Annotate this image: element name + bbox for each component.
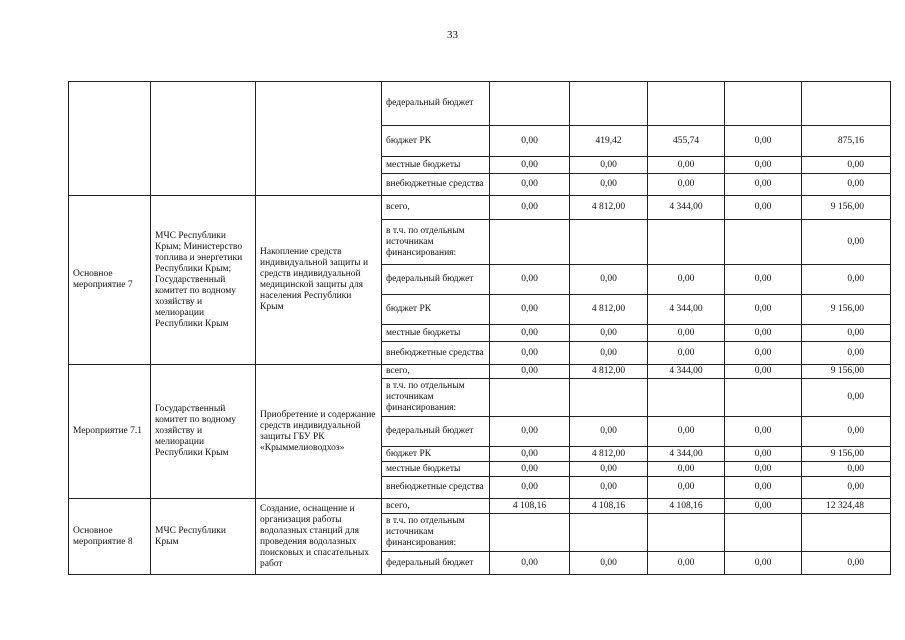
table-row	[69, 499, 891, 514]
value-year-1: 0,00	[490, 477, 570, 499]
value-year-4: 0,00	[725, 126, 802, 157]
value-total: 0,00	[802, 477, 891, 499]
funding-source: в т.ч. по отдельным источникам финансирования:	[382, 379, 490, 417]
table-row	[69, 196, 891, 220]
value-year-4	[725, 514, 802, 552]
value-year-1: 0,00	[490, 157, 570, 174]
funding-source: федеральный бюджет	[382, 552, 490, 575]
value-year-4: 0,00	[725, 447, 802, 462]
value-year-2: 419,42	[570, 126, 648, 157]
funding-source: всего,	[382, 196, 490, 220]
funding-source: федеральный бюджет	[382, 265, 490, 295]
value-total: 0,00	[802, 342, 891, 365]
value-year-1: 0,00	[490, 295, 570, 325]
value-year-3: 0,00	[648, 174, 725, 196]
value-year-1: 4 108,16	[490, 499, 570, 514]
value-year-4	[725, 220, 802, 265]
value-year-1: 0,00	[490, 126, 570, 157]
value-year-1: 0,00	[490, 265, 570, 295]
value-year-2: 0,00	[570, 342, 648, 365]
funding-source: в т.ч. по отдельным источникам финансирования:	[382, 220, 490, 265]
value-total: 0,00	[802, 552, 891, 575]
value-year-1: 0,00	[490, 196, 570, 220]
value-year-3: 4 344,00	[648, 365, 725, 379]
page-number: 33	[447, 29, 458, 41]
value-year-2	[570, 82, 648, 126]
value-year-4: 0,00	[725, 499, 802, 514]
value-year-3: 455,74	[648, 126, 725, 157]
value-year-1	[490, 514, 570, 552]
value-total: 0,00	[802, 220, 891, 265]
value-year-2: 4 812,00	[570, 447, 648, 462]
value-year-3: 0,00	[648, 477, 725, 499]
value-year-2: 0,00	[570, 174, 648, 196]
table-body	[69, 82, 891, 575]
value-total: 0,00	[802, 157, 891, 174]
value-year-3: 0,00	[648, 325, 725, 342]
value-year-3	[648, 220, 725, 265]
value-year-2: 0,00	[570, 477, 648, 499]
value-year-2: 0,00	[570, 157, 648, 174]
value-year-3: 4 344,00	[648, 447, 725, 462]
measure-name: Основное мероприятие 7	[69, 196, 151, 365]
funding-source: внебюджетные средства	[382, 342, 490, 365]
value-year-4: 0,00	[725, 365, 802, 379]
value-year-2	[570, 220, 648, 265]
value-year-1: 0,00	[490, 325, 570, 342]
value-total: 9 156,00	[802, 196, 891, 220]
funding-source: бюджет РК	[382, 447, 490, 462]
value-year-2: 4 812,00	[570, 365, 648, 379]
table-row	[69, 365, 891, 379]
measure-name-cell	[69, 82, 151, 196]
executor: МЧС Республики Крым	[151, 499, 256, 575]
budget-table	[68, 81, 891, 575]
executor: МЧС Республики Крым; Министерство топлива и энергетики Республики Крым; Государственный комитет по водному хозяйству и мелиорации Республики Крым	[151, 196, 256, 365]
value-year-2: 0,00	[570, 325, 648, 342]
funding-source: внебюджетные средства	[382, 477, 490, 499]
value-year-1: 0,00	[490, 417, 570, 447]
value-year-4: 0,00	[725, 196, 802, 220]
value-year-3: 4 344,00	[648, 295, 725, 325]
value-year-2	[570, 514, 648, 552]
funding-source: местные бюджеты	[382, 325, 490, 342]
funding-source: бюджет РК	[382, 126, 490, 157]
measure-name: Основное мероприятие 8	[69, 499, 151, 575]
value-total: 9 156,00	[802, 365, 891, 379]
value-year-4: 0,00	[725, 174, 802, 196]
value-year-1	[490, 220, 570, 265]
value-year-2: 0,00	[570, 417, 648, 447]
value-total: 0,00	[802, 174, 891, 196]
measure-name: Мероприятие 7.1	[69, 365, 151, 499]
value-year-2: 0,00	[570, 552, 648, 575]
value-year-1: 0,00	[490, 365, 570, 379]
value-year-2: 4 812,00	[570, 196, 648, 220]
value-year-2	[570, 379, 648, 417]
value-year-3: 0,00	[648, 157, 725, 174]
value-year-3	[648, 82, 725, 126]
value-total: 0,00	[802, 379, 891, 417]
funding-source: федеральный бюджет	[382, 82, 490, 126]
executor-cell	[151, 82, 256, 196]
value-total: 0,00	[802, 325, 891, 342]
value-year-1: 0,00	[490, 462, 570, 477]
value-year-1	[490, 82, 570, 126]
value-total	[802, 514, 891, 552]
value-year-1: 0,00	[490, 552, 570, 575]
value-year-4: 0,00	[725, 462, 802, 477]
value-year-2: 4 108,16	[570, 499, 648, 514]
value-year-4: 0,00	[725, 325, 802, 342]
value-total: 9 156,00	[802, 447, 891, 462]
measure-title: Приобретение и содержание средств индивидуальной защиты ГБУ РК «Крыммелиоводхоз»	[256, 365, 382, 499]
value-year-3: 4 344,00	[648, 196, 725, 220]
funding-source: внебюджетные средства	[382, 174, 490, 196]
value-year-4	[725, 379, 802, 417]
funding-source: федеральный бюджет	[382, 417, 490, 447]
funding-source: бюджет РК	[382, 295, 490, 325]
value-total: 0,00	[802, 462, 891, 477]
value-total: 0,00	[802, 265, 891, 295]
value-year-3: 0,00	[648, 417, 725, 447]
value-year-3: 0,00	[648, 552, 725, 575]
value-total: 9 156,00	[802, 295, 891, 325]
value-year-3	[648, 514, 725, 552]
value-year-2: 4 812,00	[570, 295, 648, 325]
funding-source: местные бюджеты	[382, 462, 490, 477]
value-year-4: 0,00	[725, 295, 802, 325]
value-year-3: 0,00	[648, 265, 725, 295]
value-year-4: 0,00	[725, 477, 802, 499]
value-year-4	[725, 82, 802, 126]
value-total: 12 324,48	[802, 499, 891, 514]
executor: Государственный комитет по водному хозяйству и мелиорации Республики Крым	[151, 365, 256, 499]
funding-source: всего,	[382, 365, 490, 379]
value-year-1: 0,00	[490, 342, 570, 365]
value-year-3: 4 108,16	[648, 499, 725, 514]
value-year-4: 0,00	[725, 157, 802, 174]
value-total: 875,16	[802, 126, 891, 157]
value-total: 0,00	[802, 417, 891, 447]
value-year-2: 0,00	[570, 462, 648, 477]
value-year-4: 0,00	[725, 417, 802, 447]
value-total	[802, 82, 891, 126]
value-year-1	[490, 379, 570, 417]
funding-source: местные бюджеты	[382, 157, 490, 174]
value-year-2: 0,00	[570, 265, 648, 295]
value-year-4: 0,00	[725, 342, 802, 365]
value-year-3: 0,00	[648, 342, 725, 365]
value-year-3	[648, 379, 725, 417]
value-year-1: 0,00	[490, 174, 570, 196]
value-year-4: 0,00	[725, 552, 802, 575]
table-row	[69, 82, 891, 126]
measure-title: Накопление средств индивидуальной защиты и средств индивидуальной медицинской защиты для населения Республики Крым	[256, 196, 382, 365]
value-year-4: 0,00	[725, 265, 802, 295]
value-year-3: 0,00	[648, 462, 725, 477]
measure-title: Создание, оснащение и организация работы водолазных станций для проведения водолазных поисковых и спасательных работ	[256, 499, 382, 575]
funding-source: всего,	[382, 499, 490, 514]
measure-title-cell	[256, 82, 382, 196]
value-year-1: 0,00	[490, 447, 570, 462]
funding-source: в т.ч. по отдельным источникам финансирования:	[382, 514, 490, 552]
